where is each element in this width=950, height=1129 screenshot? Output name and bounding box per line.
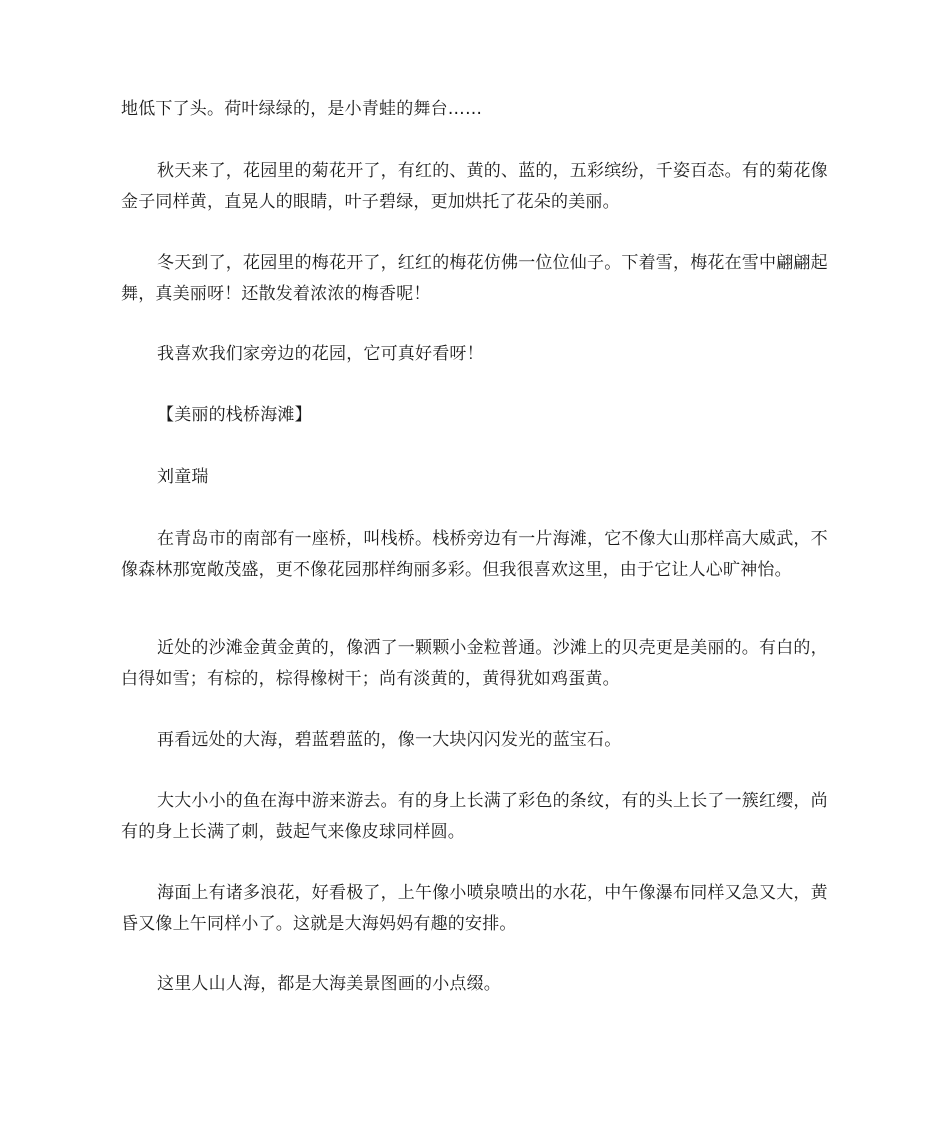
paragraph-crowd: 这里人山人海，都是大海美景图画的小点缀。 bbox=[157, 974, 501, 994]
essay-title: 【美丽的栈桥海滩】 bbox=[157, 405, 312, 425]
essay-author: 刘童瑞 bbox=[157, 467, 209, 487]
paragraph-beach-sand: 近处的沙滩金黄金黄的，像洒了一颗颗小金粒普通。沙滩上的贝壳更是美丽的。有白的，白得如雪；有棕的，棕得橡树干；尚有淡黄的，黄得犹如鸡蛋黄。 bbox=[121, 638, 828, 689]
paragraph-fish: 大大小小的鱼在海中游来游去。有的身上长满了彩色的条纹，有的头上长了一簇红缨，尚有的身上长满了刺，鼓起气来像皮球同样圆。 bbox=[121, 791, 828, 842]
paragraph-zhanqiao-intro: 在青岛市的南部有一座桥，叫栈桥。栈桥旁边有一片海滩，它不像大山那样高大威武，不像森林那宽敞茂盛，更不像花园那样绚丽多彩。但我很喜欢这里，由于它让人心旷神怡。 bbox=[121, 529, 828, 580]
paragraph-lotus-ending: 地低下了头。荷叶绿绿的，是小青蛙的舞台…… bbox=[121, 99, 483, 119]
paragraph-garden-conclusion: 我喜欢我们家旁边的花园，它可真好看呀！ bbox=[157, 344, 484, 364]
paragraph-autumn: 秋天来了，花园里的菊花开了，有红的、黄的、蓝的，五彩缤纷，千姿百态。有的菊花像金子同样黄，直晃人的眼睛，叶子碧绿，更加烘托了花朵的美丽。 bbox=[121, 161, 828, 212]
paragraph-winter: 冬天到了，花园里的梅花开了，红红的梅花仿佛一位位仙子。下着雪，梅花在雪中翩翩起舞，真美丽呀！还散发着浓浓的梅香呢！ bbox=[121, 253, 828, 304]
paragraph-far-sea: 再看远处的大海，碧蓝碧蓝的，像一大块闪闪发光的蓝宝石。 bbox=[157, 730, 622, 750]
paragraph-waves: 海面上有诸多浪花，好看极了，上午像小喷泉喷出的水花，中午像瀑布同样又急又大，黄昏又像上午同样小了。这就是大海妈妈有趣的安排。 bbox=[121, 883, 828, 934]
